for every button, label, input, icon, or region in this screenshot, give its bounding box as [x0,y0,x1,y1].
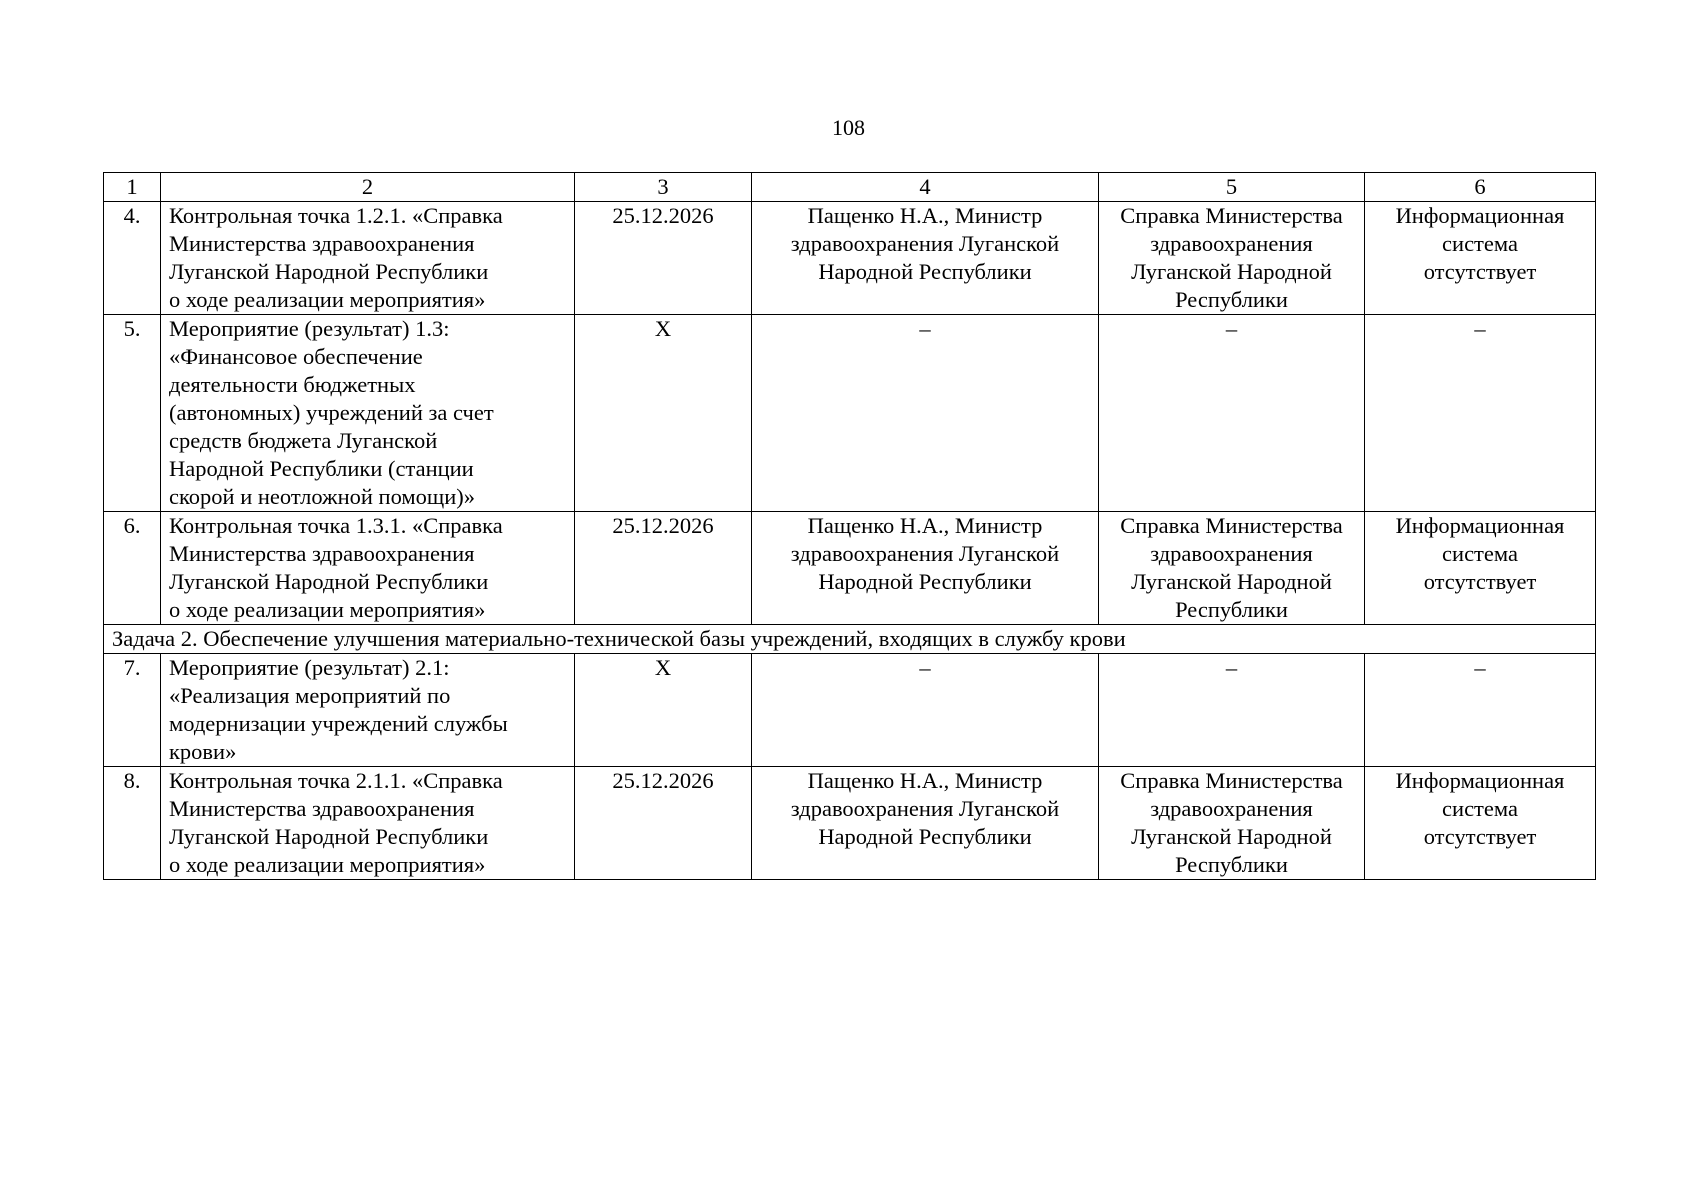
cell-line: система [1442,231,1518,256]
cell-line: Луганской Народной Республики [169,569,489,594]
document-cell [1099,512,1365,625]
cell-line: Луганской Народной [1131,259,1332,284]
cell-line: отсутствует [1423,824,1537,849]
row-number: 7. [104,654,161,767]
document-cell [1099,202,1365,315]
table-row [104,202,1596,315]
cell-line: Контрольная точка 2.1.1. «Справка [169,768,503,793]
info-system-cell [1365,654,1596,767]
cell-line: о ходе реализации мероприятия» [169,287,486,312]
row-number: 5. [104,315,161,512]
column-number-cell: 3 [575,173,752,202]
info-system-cell [1365,512,1596,625]
cell-line: Народной Республики (станции [169,456,474,481]
responsible-cell [752,654,1099,767]
cell-line: здравоохранения Луганской [790,541,1060,566]
cell-line: Народной Республики [818,569,1032,594]
info-system-cell [1365,202,1596,315]
event-name-cell [161,767,575,880]
cell-line: Справка Министерства [1120,513,1343,538]
row-number: 6. [104,512,161,625]
column-number-row [104,173,1596,202]
cell-line: – [1474,655,1486,680]
table-row [104,315,1596,512]
control-points-table [103,172,1596,880]
task-row [104,625,1596,654]
deadline-cell: X [575,315,752,512]
cell-line: Информационная [1395,768,1565,793]
cell-line: Луганской Народной [1131,569,1332,594]
cell-line: «Финансовое обеспечение [169,344,423,369]
deadline-cell: 25.12.2026 [575,202,752,315]
event-name-cell [161,512,575,625]
cell-line: здравоохранения Луганской [790,231,1060,256]
cell-line: здравоохранения [1150,231,1313,256]
cell-line: Справка Министерства [1120,203,1343,228]
info-system-cell [1365,315,1596,512]
cell-line: Справка Министерства [1120,768,1343,793]
info-system-cell [1365,767,1596,880]
table-body [104,173,1596,880]
column-number-cell: 2 [161,173,575,202]
cell-line: Контрольная точка 1.3.1. «Справка [169,513,503,538]
cell-line: Республики [1175,597,1288,622]
cell-line: Республики [1175,287,1288,312]
cell-line: – [919,316,931,341]
event-name-cell [161,654,575,767]
event-name-cell [161,202,575,315]
cell-line: Министерства здравоохранения [169,541,475,566]
cell-line: – [1474,316,1486,341]
cell-line: (автономных) учреждений за счет [169,400,494,425]
page-number: 108 [832,115,865,140]
cell-line: Луганской Народной Республики [169,824,489,849]
row-number: 4. [104,202,161,315]
cell-line: – [919,655,931,680]
cell-line: Министерства здравоохранения [169,796,475,821]
cell-line: Республики [1175,852,1288,877]
table-row [104,512,1596,625]
responsible-cell [752,767,1099,880]
responsible-cell [752,315,1099,512]
column-number-cell: 6 [1365,173,1596,202]
row-number: 8. [104,767,161,880]
cell-line: здравоохранения [1150,796,1313,821]
document-cell [1099,315,1365,512]
responsible-cell [752,202,1099,315]
cell-line: отсутствует [1423,259,1537,284]
table-row [104,767,1596,880]
cell-line: отсутствует [1423,569,1537,594]
cell-line: здравоохранения [1150,541,1313,566]
column-number-cell: 1 [104,173,161,202]
cell-line: крови» [169,739,237,764]
deadline-cell: 25.12.2026 [575,767,752,880]
cell-line: Информационная [1395,203,1565,228]
cell-line: Луганской Народной Республики [169,259,489,284]
cell-line: – [1225,316,1238,341]
cell-line: Луганской Народной [1131,824,1332,849]
cell-line: Пащенко Н.А., Министр [807,203,1043,228]
cell-line: Народной Республики [818,824,1032,849]
cell-line: Пащенко Н.А., Министр [807,768,1043,793]
column-number-cell: 4 [752,173,1099,202]
cell-line: здравоохранения Луганской [790,796,1060,821]
cell-line: Контрольная точка 1.2.1. «Справка [169,203,503,228]
table-row [104,654,1596,767]
cell-line: средств бюджета Луганской [169,428,438,453]
event-name-cell [161,315,575,512]
cell-line: Пащенко Н.А., Министр [807,513,1043,538]
cell-line: система [1442,541,1518,566]
column-number-cell: 5 [1099,173,1365,202]
responsible-cell [752,512,1099,625]
task-heading: Задача 2. Обеспечение улучшения материально-технической базы учреждений, входящих в службу крови [104,625,1596,654]
document-cell [1099,767,1365,880]
cell-line: Мероприятие (результат) 2.1: [169,655,450,680]
cell-line: Информационная [1395,513,1565,538]
cell-line: Народной Республики [818,259,1032,284]
deadline-cell: 25.12.2026 [575,512,752,625]
document-cell [1099,654,1365,767]
deadline-cell: X [575,654,752,767]
cell-line: система [1442,796,1518,821]
cell-line: о ходе реализации мероприятия» [169,597,486,622]
cell-line: Мероприятие (результат) 1.3: [169,316,450,341]
cell-line: деятельности бюджетных [169,372,416,397]
cell-line: Министерства здравоохранения [169,231,475,256]
cell-line: скорой и неотложной помощи)» [169,484,475,509]
cell-line: модернизации учреждений службы [169,711,508,736]
cell-line: – [1225,655,1238,680]
cell-line: «Реализация мероприятий по [169,683,451,708]
cell-line: о ходе реализации мероприятия» [169,852,486,877]
